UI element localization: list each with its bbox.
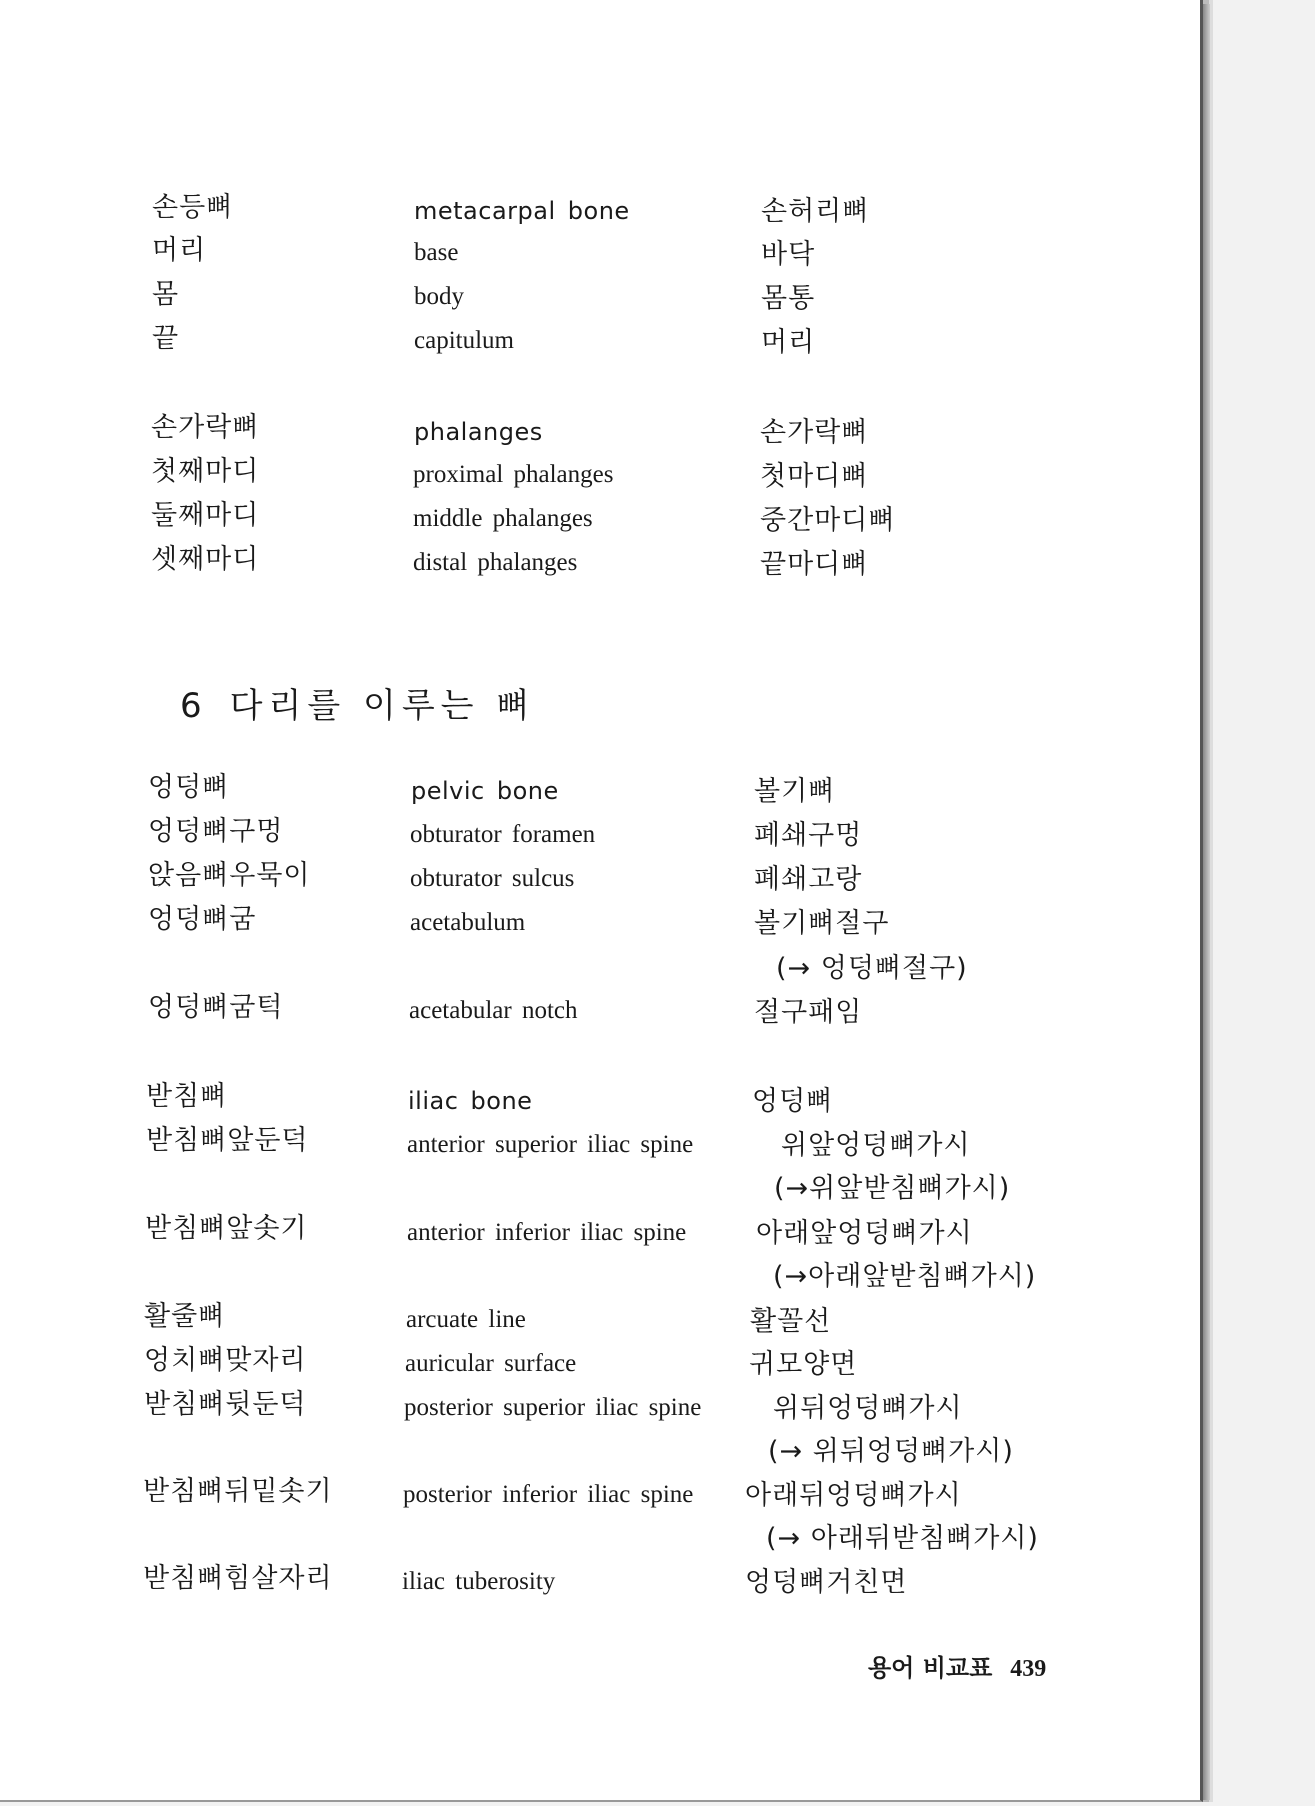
- term-ko: 받침뼈뒷둔덕: [144, 1389, 307, 1420]
- term-ko: 손가락뼈: [151, 412, 260, 443]
- term-note: (→위앞받침뼈가시): [774, 1173, 1011, 1204]
- term-en: obturator sulcus: [410, 865, 575, 892]
- page-edge: [1203, 4, 1210, 1800]
- term-ko: 엉덩뼈구멍: [148, 816, 284, 847]
- term-en: iliac bone: [408, 1087, 533, 1115]
- term-en: arcuate line: [406, 1306, 526, 1333]
- term-old: 아래앞엉덩뼈가시: [756, 1218, 973, 1249]
- term-old: 위앞엉덩뼈가시: [781, 1130, 971, 1161]
- footer-label: 용어 비교표: [868, 1653, 993, 1682]
- term-old: 폐쇄구멍: [754, 820, 863, 851]
- term-note: (→ 위뒤엉덩뼈가시): [768, 1436, 1014, 1467]
- term-ko: 앉음뼈우묵이: [148, 860, 311, 891]
- term-ko: 엉치뼈맞자리: [144, 1345, 307, 1376]
- term-ko: 엉덩뼈굼: [148, 904, 257, 935]
- section-title: 다리를 이루는 뼈: [229, 686, 536, 726]
- term-old: 활꼴선: [750, 1306, 832, 1337]
- term-old: 몸통: [761, 283, 816, 314]
- term-en: phalanges: [414, 418, 543, 446]
- term-old: 폐쇄고랑: [754, 864, 863, 895]
- term-en: metacarpal bone: [414, 197, 630, 225]
- term-ko: 손등뼈: [152, 192, 234, 223]
- term-ko: 셋째마디: [151, 544, 260, 575]
- term-en: auricular surface: [405, 1350, 577, 1377]
- term-ko: 몸: [152, 279, 180, 310]
- term-en: posterior inferior iliac spine: [403, 1481, 694, 1508]
- term-note: (→ 엉덩뼈절구): [776, 953, 968, 984]
- term-en: middle phalanges: [413, 505, 593, 532]
- term-en: anterior inferior iliac spine: [407, 1219, 687, 1246]
- term-ko: 받침뼈앞둔덕: [146, 1125, 309, 1156]
- term-old: 중간마디뼈: [760, 505, 896, 536]
- term-en: body: [414, 283, 464, 310]
- term-en: anterior superior iliac spine: [407, 1131, 694, 1158]
- term-old: 아래뒤엉덩뼈가시: [745, 1480, 962, 1511]
- term-ko: 둘째마디: [151, 500, 260, 531]
- term-old: 바닥: [761, 239, 816, 270]
- term-note: (→아래앞받침뼈가시): [773, 1261, 1037, 1292]
- term-en: acetabulum: [410, 909, 526, 936]
- term-en: iliac tuberosity: [402, 1568, 556, 1595]
- term-ko: 받침뼈뒤밑솟기: [143, 1476, 333, 1507]
- term-ko: 받침뼈힘살자리: [143, 1563, 333, 1594]
- term-ko: 엉덩뼈굼턱: [148, 992, 284, 1023]
- page-number: 439: [1010, 1656, 1047, 1682]
- section-heading: [180, 678, 535, 727]
- term-old: 첫마디뼈: [760, 461, 869, 492]
- term-en: proximal phalanges: [413, 461, 614, 488]
- term-en: capitulum: [414, 327, 514, 354]
- term-old: 볼기뼈: [754, 776, 836, 807]
- term-old: 머리: [761, 327, 816, 358]
- term-en: pelvic bone: [411, 777, 559, 805]
- term-ko: 엉덩뼈: [148, 772, 230, 803]
- term-old: 손가락뼈: [760, 417, 869, 448]
- term-old: 귀모양면: [749, 1349, 858, 1380]
- term-en: base: [414, 239, 459, 266]
- term-en: posterior superior iliac spine: [404, 1394, 702, 1421]
- section-number: 6: [180, 686, 208, 726]
- term-en: acetabular notch: [409, 997, 578, 1024]
- term-ko: 머리: [152, 235, 207, 266]
- term-old: 절구패임: [754, 997, 863, 1028]
- term-old: 엉덩뼈거친면: [745, 1567, 908, 1598]
- term-old: 볼기뼈절구: [754, 908, 890, 939]
- term-note: (→ 아래뒤받침뼈가시): [766, 1523, 1039, 1554]
- term-ko: 끝: [152, 323, 180, 354]
- term-old: 손허리뼈: [761, 196, 870, 227]
- page-footer: [868, 1648, 1046, 1683]
- term-ko: 받침뼈: [146, 1081, 228, 1112]
- term-old: 위뒤엉덩뼈가시: [773, 1393, 963, 1424]
- term-ko: 첫째마디: [151, 456, 260, 487]
- term-old: 끝마디뼈: [760, 549, 869, 580]
- term-en: distal phalanges: [413, 549, 578, 576]
- term-ko: 받침뼈앞솟기: [145, 1213, 308, 1244]
- term-en: obturator foramen: [410, 821, 596, 848]
- term-old: 엉덩뼈: [752, 1086, 834, 1117]
- term-ko: 활줄뼈: [144, 1301, 226, 1332]
